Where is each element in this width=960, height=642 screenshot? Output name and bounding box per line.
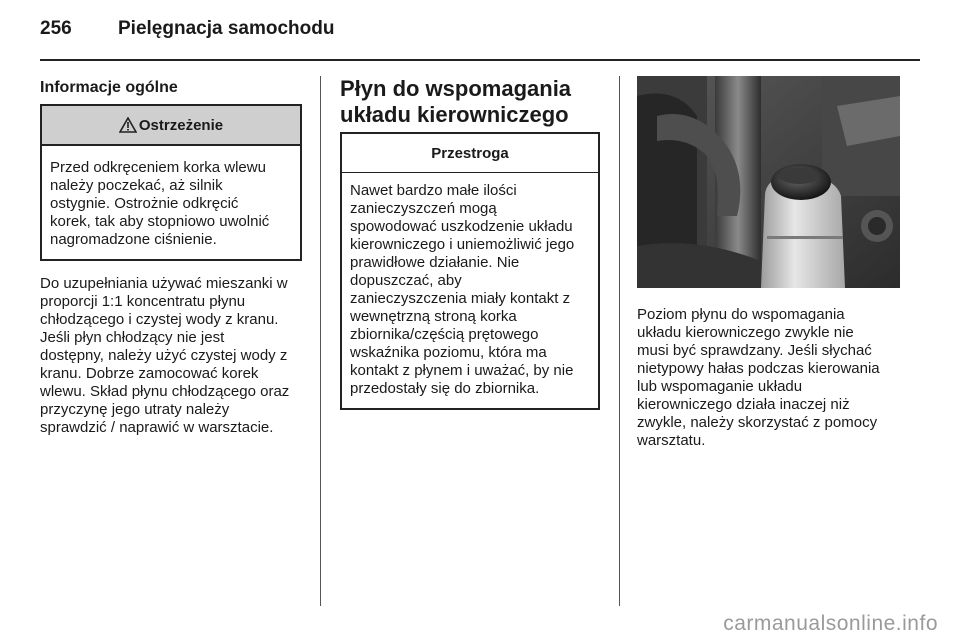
text-line: nagromadzone ciśnienie. bbox=[50, 231, 217, 248]
text-line: kierowniczego działa inaczej niż bbox=[637, 396, 850, 413]
caution-box bbox=[340, 132, 600, 410]
text-line: kontakt z płynem i uważać, by nie bbox=[350, 362, 574, 379]
text-line: Jeśli płyn chłodzący nie jest bbox=[40, 329, 225, 346]
text-line: dopuszczać, aby bbox=[350, 272, 462, 289]
site-watermark: carmanualsonline.info bbox=[723, 612, 938, 635]
coolant-paragraph bbox=[40, 275, 302, 437]
text-line: zwykle, należy skorzystać z pomocy bbox=[637, 414, 878, 431]
caution-box-header bbox=[342, 134, 598, 173]
section-title-power-steering bbox=[340, 76, 600, 128]
column-divider-left bbox=[320, 76, 321, 606]
text-line: nietypowy hałas podczas kierowania bbox=[637, 360, 880, 377]
text-line: musi być sprawdzany. Jeśli słychać bbox=[637, 342, 872, 359]
text-line: warsztatu. bbox=[637, 432, 706, 449]
text-line: Przed odkręceniem korka wlewu bbox=[50, 159, 266, 176]
text-line: ostygnie. Ostrożnie odkręcić bbox=[50, 195, 239, 212]
warning-box-header bbox=[42, 106, 300, 146]
text-line: przedostały się do zbiornika. bbox=[350, 380, 540, 397]
text-line: wskaźnika poziomu, która ma bbox=[350, 344, 547, 361]
text-line: wewnętrzną stroną korka bbox=[350, 308, 517, 325]
power-steering-reservoir-photo bbox=[637, 76, 900, 288]
general-info-section bbox=[40, 78, 302, 437]
warning-heading: Ostrzeżenie bbox=[138, 116, 224, 134]
text-line: prawidłowe działanie. Nie bbox=[350, 254, 520, 271]
text-line: należy poczekać, aż silnik bbox=[50, 177, 223, 194]
caution-text bbox=[342, 173, 598, 408]
fluid-level-paragraph bbox=[637, 306, 900, 450]
chapter-title: Pielęgnacja samochodu bbox=[118, 18, 335, 39]
power-steering-continued bbox=[637, 76, 900, 450]
header-divider bbox=[40, 59, 920, 61]
page-number: 256 bbox=[40, 18, 72, 39]
title-line: Płyn do wspomagania bbox=[340, 76, 572, 101]
text-line: korek, tak aby stopniowo uwolnić bbox=[50, 213, 270, 230]
power-steering-section bbox=[340, 76, 600, 410]
text-line: lub wspomaganie układu bbox=[637, 378, 803, 395]
text-line: zbiornika/częścią prętowego bbox=[350, 326, 539, 343]
text-line: zanieczyszczenia miały kontakt z bbox=[350, 290, 571, 307]
text-line: proporcji 1:1 koncentratu płynu bbox=[40, 293, 246, 310]
text-line: Nawet bardzo małe ilości bbox=[350, 182, 517, 199]
column-divider-right bbox=[619, 76, 620, 606]
text-line: układu kierowniczego zwykle nie bbox=[637, 324, 854, 341]
text-line: sprawdzić / naprawić w warsztacie. bbox=[40, 419, 274, 436]
text-line: zanieczyszczeń mogą bbox=[350, 200, 497, 217]
text-line: dostępny, należy użyć czystej wody z bbox=[40, 347, 288, 364]
text-line: kierowniczego i uniemożliwić jego bbox=[350, 236, 575, 253]
text-line: spowodować uszkodzenie układu bbox=[350, 218, 573, 235]
caution-heading: Przestroga bbox=[431, 144, 509, 162]
title-line: układu kierowniczego bbox=[340, 102, 569, 127]
warning-text bbox=[42, 146, 300, 259]
text-line: Do uzupełniania używać mieszanki w bbox=[40, 275, 288, 292]
text-line: Poziom płynu do wspomagania bbox=[637, 306, 845, 323]
text-line: chłodzącego i czystej wody z kranu. bbox=[40, 311, 279, 328]
text-line: wlewu. Skład płynu chłodzącego oraz bbox=[40, 383, 290, 400]
page-header bbox=[40, 10, 920, 50]
text-line: przyczynę jego utraty należy bbox=[40, 401, 230, 418]
warning-triangle-icon bbox=[119, 117, 137, 133]
warning-box bbox=[40, 104, 302, 261]
text-line: kranu. Dobrze zamocować korek bbox=[40, 365, 259, 382]
section-title-general-info: Informacje ogólne bbox=[40, 79, 178, 96]
